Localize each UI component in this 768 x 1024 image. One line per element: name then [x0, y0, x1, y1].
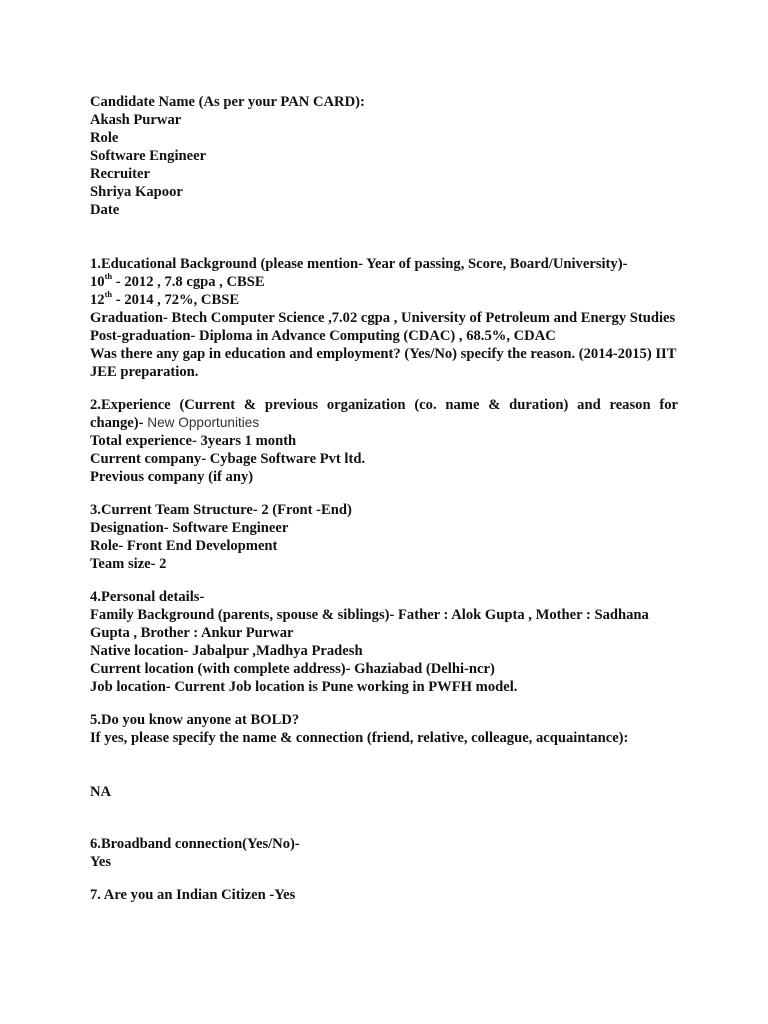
date-label: Date	[90, 202, 120, 218]
twelfth-number: 12	[90, 292, 105, 308]
education-tenth	[90, 273, 678, 291]
spacer	[90, 219, 678, 255]
tenth-number: 10	[90, 274, 105, 290]
document-page	[90, 93, 678, 904]
personal-section	[90, 588, 678, 696]
spacer	[90, 573, 678, 588]
role-value: Software Engineer	[90, 148, 207, 164]
experience-section	[90, 396, 678, 486]
tenth-details: - 2012 , 7.8 cgpa , CBSE	[112, 274, 265, 290]
experience-reason: New Opportunities	[143, 415, 260, 430]
citizen-section	[90, 886, 678, 904]
bold-contact-question: If yes, please specify the name & connection (friend, relative, colleague, acquaintance):	[90, 730, 629, 746]
broadband-section	[90, 835, 678, 871]
team-section	[90, 501, 678, 573]
twelfth-superscript: th	[104, 289, 113, 300]
broadband-heading: 6.Broadband connection(Yes/No)-	[90, 836, 300, 852]
citizen-heading: 7. Are you an Indian Citizen -Yes	[90, 887, 296, 903]
team-size: Team size- 2	[90, 556, 167, 572]
tenth-superscript: th	[104, 271, 113, 282]
education-post-graduation: Post-graduation- Diploma in Advance Computing (CDAC) , 68.5%, CDAC	[90, 328, 556, 344]
spacer	[90, 696, 678, 711]
spacer	[90, 801, 678, 835]
spacer	[90, 747, 678, 783]
recruiter-value: Shriya Kapoor	[90, 184, 183, 200]
education-graduation: Graduation- Btech Computer Science ,7.02 cgpa , University of Petroleum and Energy Studies	[90, 310, 676, 326]
spacer	[90, 486, 678, 501]
spacer	[90, 871, 678, 886]
role-label: Role	[90, 130, 119, 146]
experience-heading-text: 2.Experience (Current & previous organization (co. name & duration) and reason for change)-	[90, 397, 678, 431]
personal-family: Family Background (parents, spouse & siblings)- Father : Alok Gupta , Mother : Sadhana Gupta , Brother : Ankur Purwar	[90, 607, 649, 641]
personal-heading: 4.Personal details-	[90, 589, 205, 605]
candidate-value: Akash Purwar	[90, 112, 182, 128]
experience-current-company: Current company- Cybage Software Pvt ltd.	[90, 451, 366, 467]
experience-total: Total experience- 3years 1 month	[90, 433, 297, 449]
twelfth-details: - 2014 , 72%, CBSE	[112, 292, 240, 308]
personal-job-location: Job location- Current Job location is Pune working in PWFH model.	[90, 679, 518, 695]
team-heading: 3.Current Team Structure- 2 (Front -End)	[90, 502, 352, 518]
bold-contact-answer: NA	[90, 784, 112, 800]
team-role: Role- Front End Development	[90, 538, 278, 554]
education-twelfth	[90, 291, 678, 309]
team-designation: Designation- Software Engineer	[90, 520, 289, 536]
bold-contact-section	[90, 711, 678, 801]
education-heading: 1.Educational Background (please mention- Year of passing, Score, Board/University)-	[90, 256, 628, 272]
education-section	[90, 255, 678, 381]
broadband-answer: Yes	[90, 854, 112, 870]
experience-heading	[90, 396, 678, 432]
candidate-label: Candidate Name (As per your PAN CARD):	[90, 94, 365, 110]
experience-previous-company: Previous company (if any)	[90, 469, 254, 485]
spacer	[90, 381, 678, 396]
bold-contact-heading: 5.Do you know anyone at BOLD?	[90, 712, 300, 728]
personal-current-location: Current location (with complete address)- Ghaziabad (Delhi-ncr)	[90, 661, 495, 677]
personal-native: Native location- Jabalpur ,Madhya Pradesh	[90, 643, 363, 659]
recruiter-label: Recruiter	[90, 166, 150, 182]
education-gap-question: Was there any gap in education and employment? (Yes/No) specify the reason. (2014-2015) IIT JEE preparation.	[90, 346, 677, 380]
